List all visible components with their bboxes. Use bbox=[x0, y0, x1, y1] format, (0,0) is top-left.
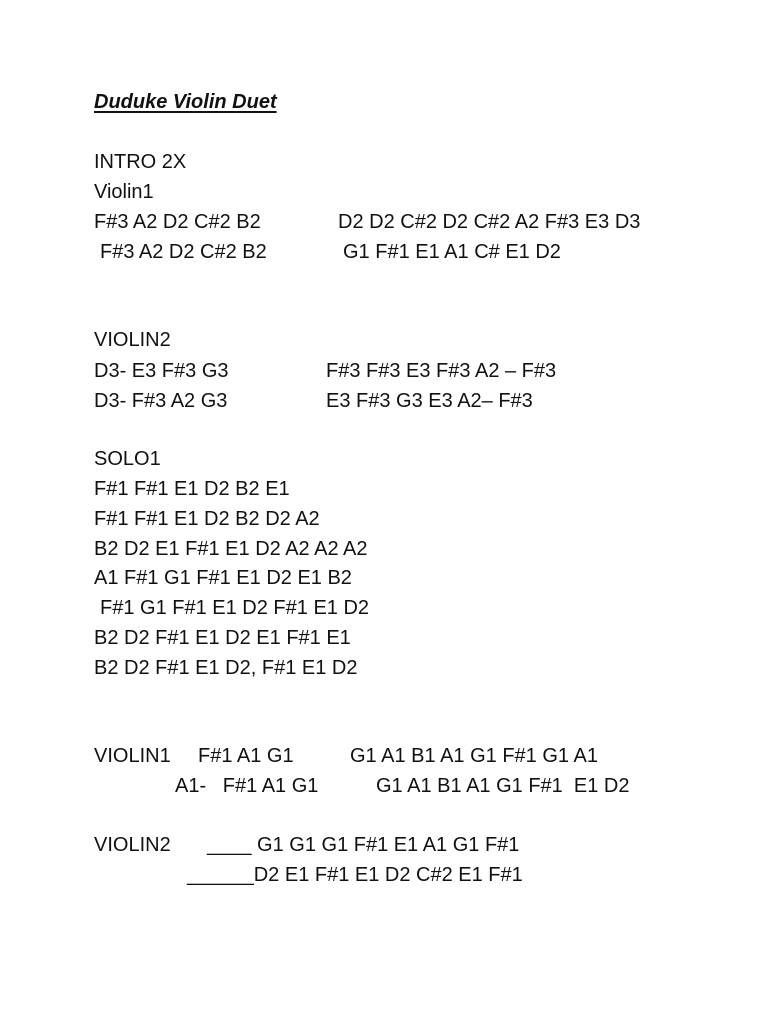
document-title: Duduke Violin Duet bbox=[94, 91, 277, 113]
solo1-line-3: B2 D2 E1 F#1 E1 D2 A2 A2 A2 bbox=[94, 538, 368, 560]
violin1-line-2-a: A1- F#1 A1 G1 bbox=[175, 775, 319, 797]
solo1-line-2: F#1 F#1 E1 D2 B2 D2 A2 bbox=[94, 508, 320, 530]
violin2-line-2-b: E3 F#3 G3 E3 A2– F#3 bbox=[326, 390, 533, 412]
intro-heading: INTRO 2X bbox=[94, 151, 187, 173]
violin1-line-1-a: F#1 A1 G1 bbox=[198, 745, 294, 767]
intro-line-1-b: D2 D2 C#2 D2 C#2 A2 F#3 E3 D3 bbox=[338, 211, 641, 233]
violin2-section-line-2: ______D2 E1 F#1 E1 D2 C#2 E1 F#1 bbox=[187, 864, 523, 886]
solo1-line-7: B2 D2 F#1 E1 D2, F#1 E1 D2 bbox=[94, 657, 358, 679]
solo1-line-5: F#1 G1 F#1 E1 D2 F#1 E1 D2 bbox=[100, 597, 370, 619]
violin2-intro-heading: VIOLIN2 bbox=[94, 329, 171, 351]
violin2-section-line-1: ____ G1 G1 G1 F#1 E1 A1 G1 F#1 bbox=[207, 834, 520, 856]
violin1-line-2-b: G1 A1 B1 A1 G1 F#1 E1 D2 bbox=[376, 775, 630, 797]
intro-line-2-a: F#3 A2 D2 C#2 B2 bbox=[100, 241, 267, 263]
violin2-line-1-a: D3- E3 F#3 G3 bbox=[94, 360, 229, 382]
solo1-line-6: B2 D2 F#1 E1 D2 E1 F#1 E1 bbox=[94, 627, 351, 649]
violin2-line-2-a: D3- F#3 A2 G3 bbox=[94, 390, 228, 412]
solo1-line-1: F#1 F#1 E1 D2 B2 E1 bbox=[94, 478, 290, 500]
violin1-line-1-b: G1 A1 B1 A1 G1 F#1 G1 A1 bbox=[350, 745, 598, 767]
violin1-section-label: VIOLIN1 bbox=[94, 745, 171, 767]
violin2-section-label: VIOLIN2 bbox=[94, 834, 171, 856]
solo1-line-4: A1 F#1 G1 F#1 E1 D2 E1 B2 bbox=[94, 567, 352, 589]
violin2-line-1-b: F#3 F#3 E3 F#3 A2 – F#3 bbox=[326, 360, 557, 382]
solo1-heading: SOLO1 bbox=[94, 448, 161, 470]
intro-line-1-a: F#3 A2 D2 C#2 B2 bbox=[94, 211, 261, 233]
intro-part-label: Violin1 bbox=[94, 181, 154, 203]
intro-line-2-b: G1 F#1 E1 A1 C# E1 D2 bbox=[343, 241, 561, 263]
